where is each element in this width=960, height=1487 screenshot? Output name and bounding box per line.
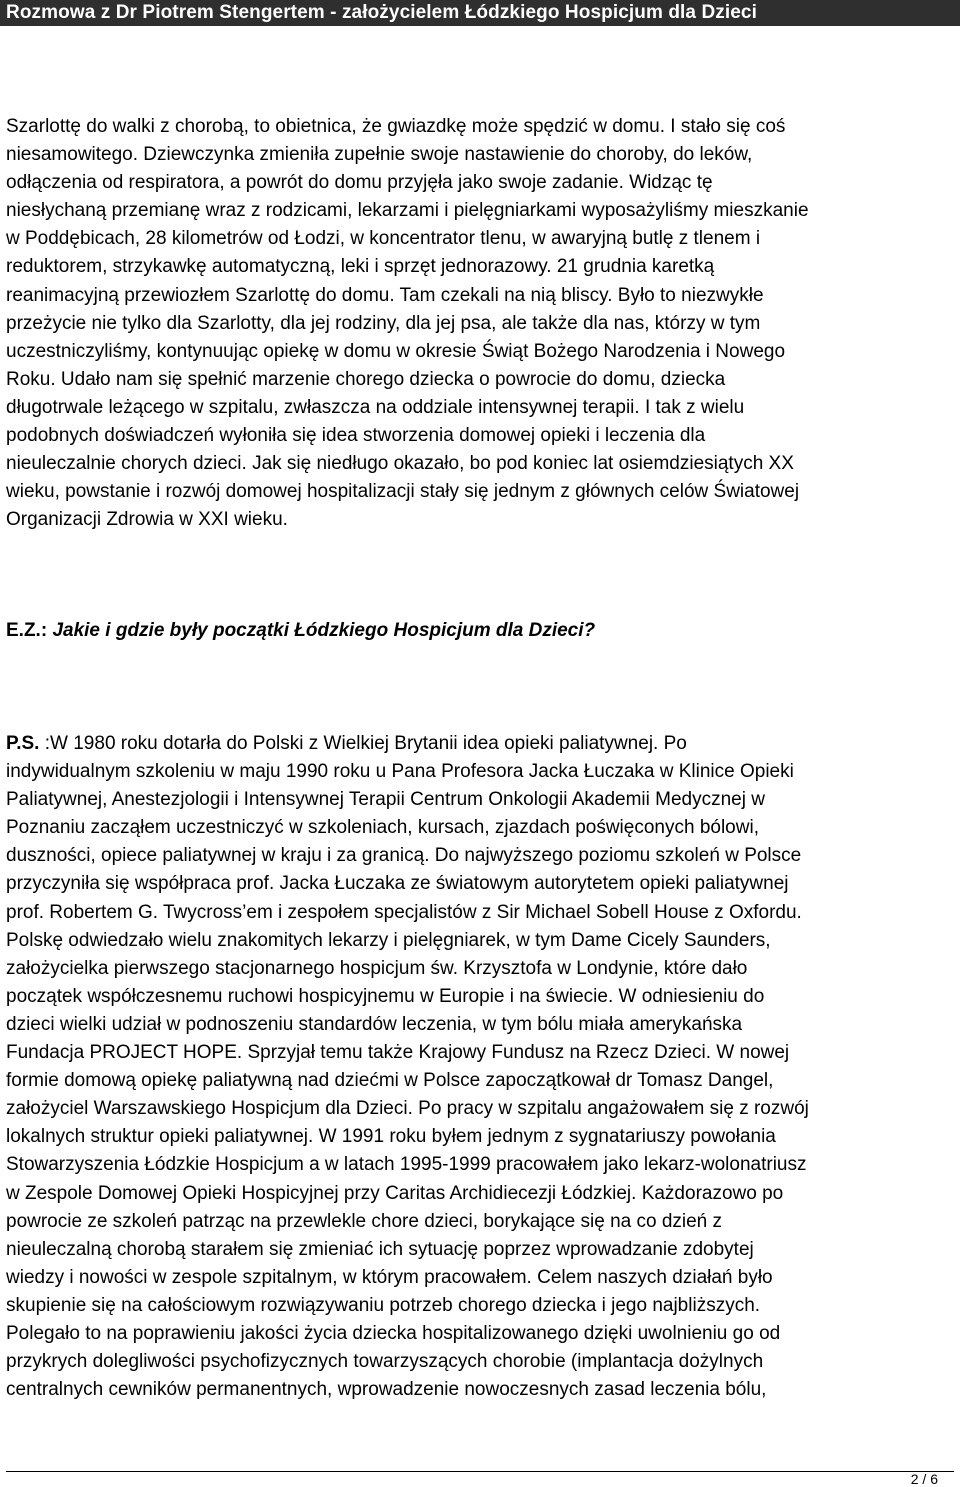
answer-first-line-text: :W 1980 roku dotarła do Polski z Wielkiej Brytanii idea opieki paliatywnej. Po: [39, 733, 687, 754]
text-line: uczestniczyliśmy, kontynuując opiekę w domu w okresie Świąt Bożego Narodzenia i Nowego: [6, 340, 786, 362]
text-line: skupienie się na całościowym rozwiązywaniu potrzeb chorego dziecka i jego najbliższych.: [6, 1294, 761, 1316]
text-line: lokalnych struktur opieki paliatywnej. W 1991 roku byłem jednym z sygnatariuszy powołania: [6, 1126, 776, 1148]
text-line: nieuleczalną chorobą starałem się zmieniać ich sytuację poprzez wprowadzanie zdobytej: [6, 1238, 754, 1260]
text-line: założycielka pierwszego stacjonarnego hospicjum św. Krzysztofa w Londynie, które dało: [6, 957, 748, 979]
text-line: prof. Robertem G. Twycross’em i zespołem specjalistów z Sir Michael Sobell House z Oxfordu.: [6, 901, 802, 923]
answer-first-line: [6, 730, 954, 758]
text-line: wieku, powstanie i rozwój domowej hospitalizacji stały się jednym z głównych celów Światowej: [6, 481, 800, 503]
text-line: odłączenia od respiratora, a powrót do domu przyjęła jako swoje zadanie. Widząc tę: [6, 172, 713, 194]
text-line: w Poddębicach, 28 kilometrów od Łodzi, w koncentrator tlenu, w awaryjną butlę z tlenem i: [6, 228, 761, 250]
text-line: Poznaniu zacząłem uczestniczyć w szkoleniach, kursach, zjazdach poświęconych bólowi,: [6, 817, 759, 839]
text-line: duszności, opiece paliatywnej w kraju i za granicą. Do najwyższego poziomu szkoleń w Polsce: [6, 845, 802, 867]
page-number: 2 / 6: [910, 1471, 938, 1487]
text-line: Fundacja PROJECT HOPE. Sprzyjał temu także Krajowy Fundusz na Rzecz Dzieci. W nowej: [6, 1042, 790, 1064]
text-line: powrocie ze szkoleń patrząc na przewlekle chore dzieci, borykające się na co dzień z: [6, 1210, 723, 1232]
text-line: Roku. Udało nam się spełnić marzenie chorego dziecka o powrocie do domu, dziecka: [6, 368, 726, 390]
paragraph-answer: [6, 730, 954, 1404]
text-line: Szarlottę do walki z chorobą, to obietnica, że gwiazdkę może spędzić w domu. I stało się coś: [6, 116, 786, 137]
text-line: Paliatywnej, Anestezjologii i Intensywnej Terapii Centrum Onkologii Akademii Medycznej w: [6, 789, 765, 811]
text-line: przykrych dolegliwości psychofizycznych towarzyszących chorobie (implantacja dożylnych: [6, 1351, 764, 1373]
document-header: [0, 0, 960, 26]
text-line: Polskę odwiedzało wielu znakomitych lekarzy i pielęgniarek, w tym Dame Cicely Saunders,: [6, 929, 771, 951]
text-line: dzieci wielki udział w podnoszeniu standardów leczenia, w tym bólu miała amerykańska: [6, 1013, 743, 1035]
text-line: Polegało to na poprawieniu jakości życia dziecka hospitalizowanego dzięki uwolnieniu go od: [6, 1322, 781, 1344]
answer-speaker: P.S.: [6, 733, 40, 754]
footer-divider: [6, 1471, 954, 1472]
text-line: centralnych cewników permanentnych, wprowadzenie nowoczesnych zasad leczenia bólu,: [6, 1379, 767, 1401]
text-line: przyczyniła się współpraca prof. Jacka Łuczaka ze światowym autorytetem opieki paliatywnej: [6, 873, 789, 895]
text-line: reanimacyjną przewiozłem Szarlottę do domu. Tam czekali na nią bliscy. Było to niezwykłe: [6, 284, 764, 306]
text-line: początek współczesnemu ruchowi hospicyjnemu w Europie i na świecie. W odniesieniu do: [6, 985, 765, 1007]
question-text: Jakie i gdzie były początki Łódzkiego Hospicjum dla Dzieci?: [47, 620, 596, 641]
text-line: nieuleczalnie chorych dzieci. Jak się niedługo okazało, bo pod koniec lat osiemdziesiątych XX: [6, 453, 794, 475]
text-line: niesamowitego. Dziewczynka zmieniła zupełnie swoje nastawienie do choroby, do leków,: [6, 144, 753, 166]
text-line: Stowarzyszenia Łódzkie Hospicjum a w latach 1995-1999 pracowałem jako lekarz-wolonatriusz: [6, 1154, 807, 1176]
text-line: reduktorem, strzykawkę automatyczną, leki i sprzęt jednorazowy. 21 grudnia karetką: [6, 256, 715, 278]
text-line: w Zespole Domowej Opieki Hospicyjnej przy Caritas Archidiecezji Łódzkiej. Każdorazowo po: [6, 1182, 784, 1204]
interview-question: [6, 617, 595, 645]
text-line: Organizacji Zdrowia w XXI wieku.: [6, 509, 288, 531]
text-line: niesłychaną przemianę wraz z rodzicami, lekarzami i pielęgniarkami wyposażyliśmy mieszkanie: [6, 200, 809, 222]
text-line: formie domową opiekę paliatywną nad dziećmi w Polsce zapoczątkował dr Tomasz Dangel,: [6, 1070, 774, 1092]
question-speaker: E.Z.:: [6, 620, 48, 641]
text-line: długotrwale leżącego w szpitalu, zwłaszcza na oddziale intensywnej terapii. I tak z wielu: [6, 396, 745, 418]
paragraph-szarlotta: [6, 113, 954, 534]
text-line: przeżycie nie tylko dla Szarlotty, dla jej rodziny, dla jej psa, ale także dla nas, którzy w tym: [6, 312, 761, 334]
text-line: podobnych doświadczeń wyłoniła się idea stworzenia domowej opieki i leczenia dla: [6, 425, 706, 447]
text-line: wiedzy i nowości w zespole szpitalnym, w którym pracowałem. Celem naszych działań było: [6, 1266, 773, 1288]
text-line: indywidualnym szkoleniu w maju 1990 roku u Pana Profesora Jacka Łuczaka w Klinice Opieki: [6, 761, 794, 783]
document-title: Rozmowa z Dr Piotrem Stengertem - założycielem Łódzkiego Hospicjum dla Dzieci: [6, 2, 757, 23]
text-line: założyciel Warszawskiego Hospicjum dla Dzieci. Po pracy w szpitalu angażowałem się z rozwój: [6, 1098, 809, 1120]
